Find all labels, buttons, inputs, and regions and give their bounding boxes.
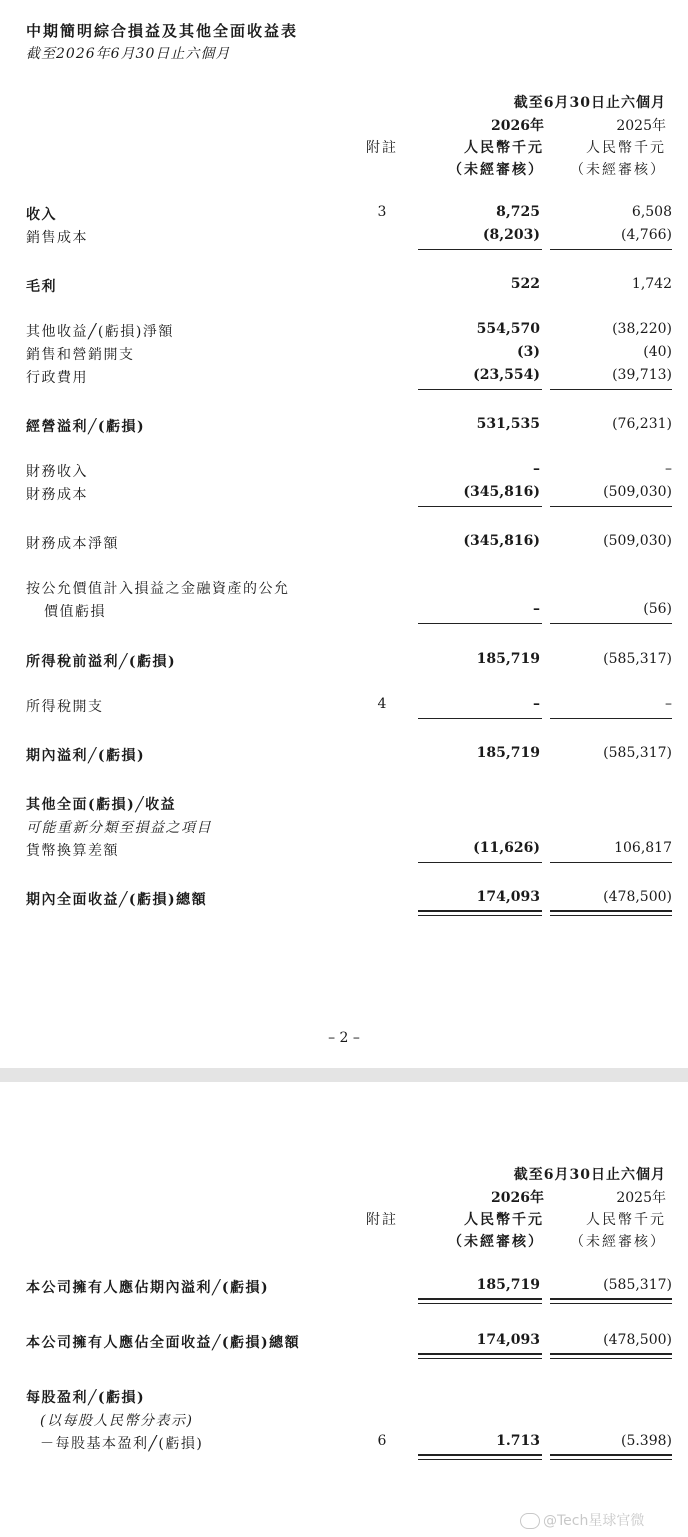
total-double-rule [550, 1353, 672, 1359]
row-label: 按公允價值計入損益之金融資產的公允 [26, 581, 290, 597]
subtotal-rule [418, 718, 542, 719]
table-row-profit-before-tax [0, 651, 688, 673]
page-separator [0, 1068, 688, 1082]
subtotal-rule [418, 249, 542, 250]
row-label: 財務成本 [26, 487, 88, 503]
subtotal-rule [550, 389, 672, 390]
table-row-total-comprehensive [0, 889, 688, 911]
value-2025: (509,030) [603, 484, 672, 500]
table-row-fair-value-loss-cont [0, 601, 688, 623]
subtotal-rule [418, 623, 542, 624]
row-label-continued: 價值虧損 [44, 604, 106, 620]
row-label: 行政費用 [26, 370, 88, 386]
value-2025: (76,231) [612, 416, 672, 432]
table-row-cost-of-sales [0, 227, 688, 249]
row-label: 本公司擁有人應佔全面收益╱(虧損)總額 [26, 1335, 301, 1351]
total-double-rule [418, 1353, 542, 1359]
table-row-oci-heading [0, 794, 688, 816]
table-row-finance-costs [0, 484, 688, 506]
value-2026: 8,725 [496, 204, 540, 220]
subtotal-rule [550, 249, 672, 250]
value-2026: 1.713 [496, 1433, 540, 1449]
col-2026-year: 2026年 [491, 118, 544, 134]
table-row-profit-for-period [0, 745, 688, 767]
row-label: 其他全面(虧損)╱收益 [26, 797, 177, 813]
row-label: 銷售和營銷開支 [26, 347, 135, 363]
table-row-eps-heading [0, 1387, 688, 1409]
value-2026: 174,093 [476, 889, 540, 905]
total-double-rule [550, 1298, 672, 1304]
value-2025: (5.398) [620, 1433, 672, 1449]
row-label: 可能重新分類至損益之項目 [26, 820, 212, 836]
value-2026: 185,719 [476, 745, 540, 761]
value-2025: (39,713) [612, 367, 672, 383]
value-2025: (4,766) [620, 227, 672, 243]
weibo-icon [520, 1513, 540, 1529]
value-2025: (478,500) [603, 889, 672, 905]
value-2025: 106,817 [614, 840, 672, 856]
value-2025: – [665, 696, 672, 712]
col-2026-unit: 人民幣千元 [464, 1212, 544, 1228]
table-row-eps-unit [0, 1410, 688, 1432]
value-2025: – [665, 461, 672, 477]
value-2025: (585,317) [603, 1277, 672, 1293]
table-row-selling-expenses [0, 344, 688, 366]
row-note: 6 [377, 1433, 387, 1449]
row-label: 所得稅開支 [26, 699, 104, 715]
value-2026: – [533, 696, 540, 712]
col-2026-unit: 人民幣千元 [464, 140, 544, 156]
value-2026: 531,535 [476, 416, 540, 432]
value-2025: (585,317) [603, 745, 672, 761]
subtotal-rule [550, 718, 672, 719]
table-row-reclassify-heading [0, 817, 688, 839]
row-label: －每股基本盈利╱(虧損) [40, 1436, 204, 1452]
table-row-admin-expenses [0, 367, 688, 389]
row-label: 所得稅前溢利╱(虧損) [26, 654, 177, 670]
row-label: 期內溢利╱(虧損) [26, 748, 146, 764]
note-column-header: 附註 [366, 1212, 398, 1228]
statement-title: 中期簡明綜合損益及其他全面收益表 [26, 22, 299, 40]
value-2026: – [533, 461, 540, 477]
statement-page-2 [0, 1082, 688, 1537]
subtotal-rule [418, 389, 542, 390]
table-row-profit-attributable [0, 1277, 688, 1299]
table-row-operating-profit [0, 416, 688, 438]
col-2026-status: （未經審核） [448, 1234, 544, 1250]
table-row-revenue [0, 204, 688, 226]
value-2026: (11,626) [473, 840, 540, 856]
value-2025: (478,500) [603, 1332, 672, 1348]
watermark-text: @Tech星球官微 [543, 1513, 645, 1529]
value-2025: (56) [643, 601, 672, 617]
value-2025: 6,508 [631, 204, 672, 220]
col-2025-status: （未經審核） [570, 1234, 666, 1250]
row-label: 期內全面收益╱(虧損)總額 [26, 892, 208, 908]
row-label: 財務收入 [26, 464, 88, 480]
col-2026-year: 2026年 [491, 1190, 544, 1206]
col-2025-year: 2025年 [616, 118, 666, 134]
row-label: 本公司擁有人應佔期內溢利╱(虧損) [26, 1280, 270, 1296]
column-period-header: 截至6月30日止六個月 [513, 1167, 666, 1183]
row-label: 其他收益╱(虧損)淨額 [26, 324, 174, 340]
total-double-rule [418, 910, 542, 916]
value-2026: (8,203) [482, 227, 540, 243]
value-2025: (38,220) [612, 321, 672, 337]
row-label: 經營溢利╱(虧損) [26, 419, 146, 435]
value-2026: 185,719 [476, 1277, 540, 1293]
value-2025: (509,030) [603, 533, 672, 549]
col-2025-status: （未經審核） [570, 162, 666, 178]
table-row-basic-eps [0, 1433, 688, 1455]
value-2026: 185,719 [476, 651, 540, 667]
col-2025-unit: 人民幣千元 [586, 140, 666, 156]
total-double-rule [418, 1298, 542, 1304]
table-row-finance-income [0, 461, 688, 483]
col-2025-unit: 人民幣千元 [586, 1212, 666, 1228]
total-double-rule [550, 1454, 672, 1460]
value-2026: 554,570 [476, 321, 540, 337]
col-2025-year: 2025年 [616, 1190, 666, 1206]
col-2026-status: （未經審核） [448, 162, 544, 178]
note-column-header: 附註 [366, 140, 398, 156]
value-2026: (23,554) [473, 367, 540, 383]
table-row-other-gains [0, 321, 688, 343]
subtotal-rule [418, 506, 542, 507]
row-label: (以每股人民幣分表示) [40, 1413, 194, 1429]
row-label: 每股盈利╱(虧損) [26, 1390, 146, 1406]
value-2026: 522 [510, 276, 540, 292]
value-2025: (585,317) [603, 651, 672, 667]
table-row-fx-difference [0, 840, 688, 862]
row-label: 貨幣換算差額 [26, 843, 119, 859]
subtotal-rule [550, 506, 672, 507]
value-2026: (345,816) [463, 533, 540, 549]
row-label: 銷售成本 [26, 230, 88, 246]
table-row-fair-value-loss [0, 578, 688, 600]
value-2026: (345,816) [463, 484, 540, 500]
row-label: 財務成本淨額 [26, 536, 119, 552]
statement-subtitle: 截至2026年6月30日止六個月 [26, 46, 231, 62]
table-row-comprehensive-attributable [0, 1332, 688, 1354]
subtotal-rule [418, 862, 542, 863]
page-number: – 2 – [328, 1030, 360, 1046]
row-label: 收入 [26, 207, 57, 223]
total-double-rule [418, 1454, 542, 1460]
table-row-income-tax [0, 696, 688, 718]
value-2026: – [533, 601, 540, 617]
row-note: 3 [377, 204, 387, 220]
subtotal-rule [550, 623, 672, 624]
column-period-header: 截至6月30日止六個月 [513, 95, 666, 111]
row-note: 4 [377, 696, 387, 712]
watermark [520, 1510, 644, 1530]
table-row-gross-profit [0, 276, 688, 298]
value-2026: 174,093 [476, 1332, 540, 1348]
value-2025: 1,742 [631, 276, 672, 292]
table-row-net-finance-costs [0, 533, 688, 555]
value-2026: (3) [517, 344, 540, 360]
total-double-rule [550, 910, 672, 916]
subtotal-rule [550, 862, 672, 863]
value-2025: (40) [643, 344, 672, 360]
row-label: 毛利 [26, 279, 57, 295]
